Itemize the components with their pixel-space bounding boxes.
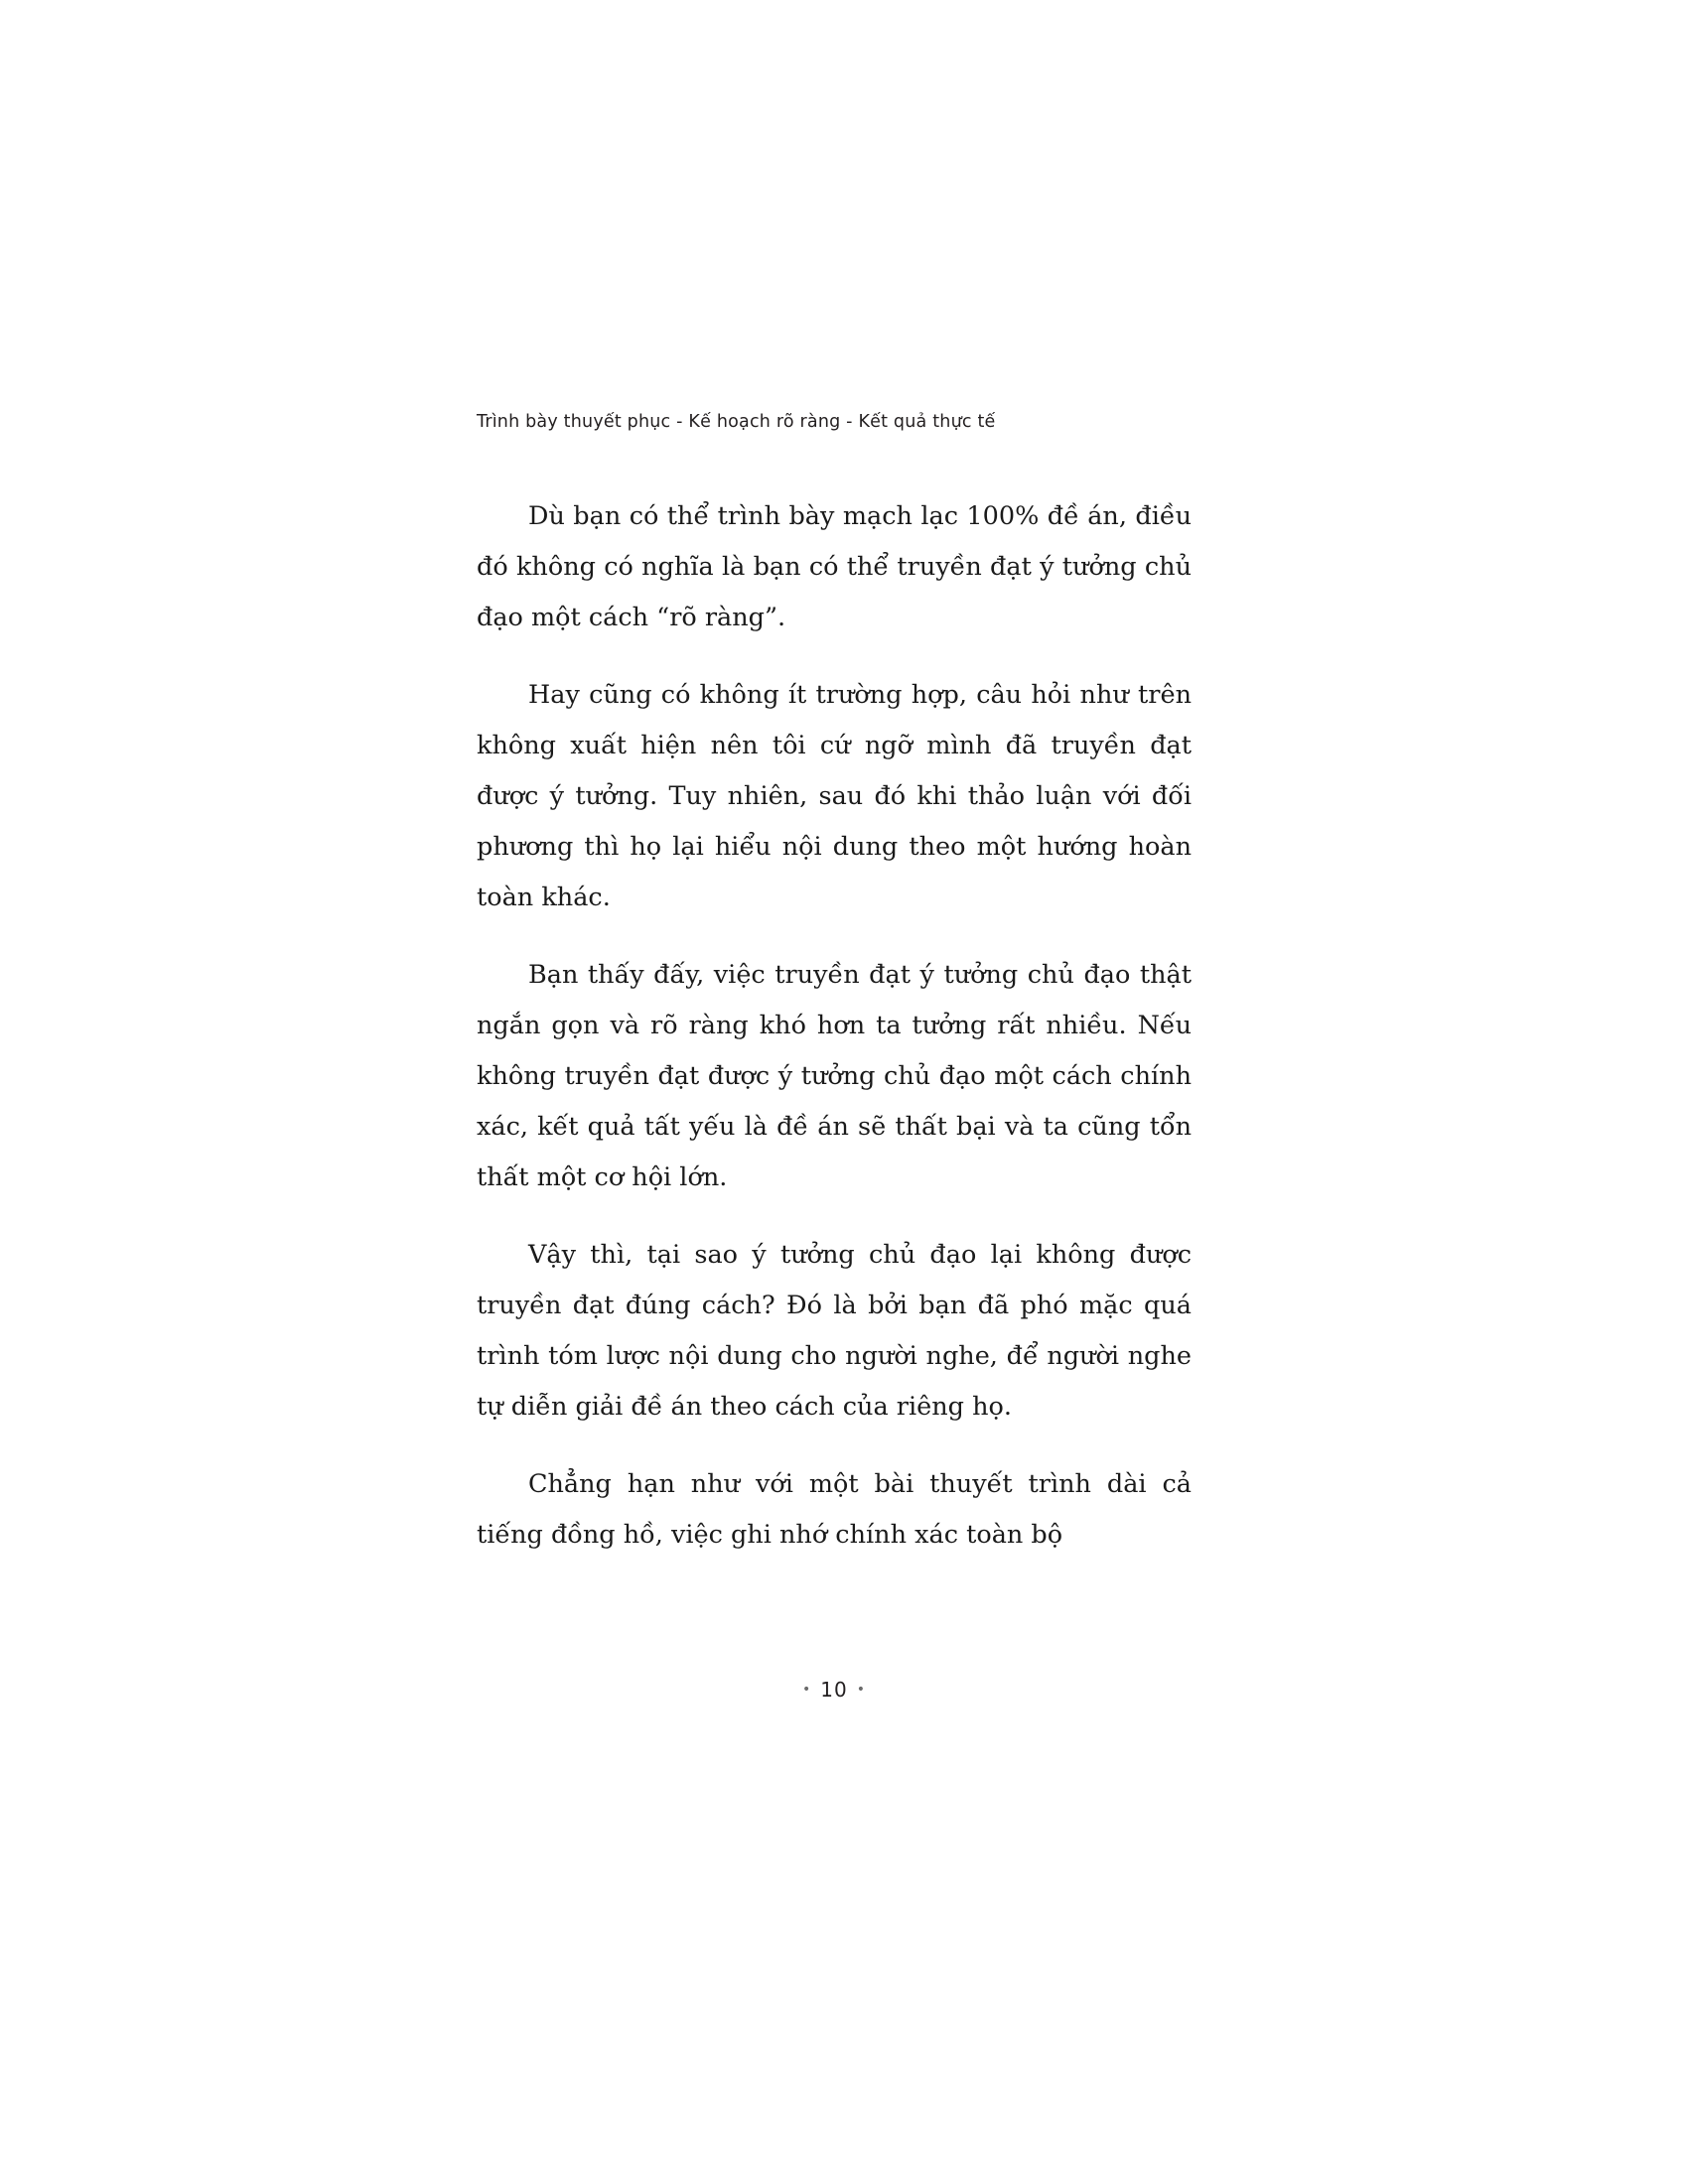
running-head: Trình bày thuyết phục - Kế hoạch rõ ràng - Kết quả thực tế — [477, 412, 996, 432]
page-text-block — [477, 412, 1192, 1561]
paragraph: Chẳng hạn như với một bài thuyết trình dài cả tiếng đồng hồ, việc ghi nhớ chính xác toàn bộ — [477, 1469, 1192, 1550]
paragraph: Dù bạn có thể trình bày mạch lạc 100% đề án, điều đó không có nghĩa là bạn có thể truyền đạt ý tưởng chủ đạo một cách “rõ ràng”. — [477, 501, 1192, 632]
paragraph: Bạn thấy đấy, việc truyền đạt ý tưởng chủ đạo thật ngắn gọn và rõ ràng khó hơn ta tưởng rất nhiều. Nếu không truyền đạt được ý tưởng chủ đạo một cách chính xác, kết quả tất yếu là đề án sẽ thất bại và ta cũng tổn thất một cơ hội lớn. — [477, 960, 1192, 1192]
folio-ornament-left-icon: • — [802, 1682, 812, 1698]
folio-ornament-right-icon: • — [856, 1682, 866, 1698]
page-number: 10 — [820, 1678, 848, 1702]
paragraph: Vậy thì, tại sao ý tưởng chủ đạo lại không được truyền đạt đúng cách? Đó là bởi bạn đã phó mặc quá trình tóm lược nội dung cho người nghe, để người nghe tự diễn giải đề án theo cách của riêng họ. — [477, 1240, 1192, 1422]
paragraph: Hay cũng có không ít trường hợp, câu hỏi như trên không xuất hiện nên tôi cứ ngỡ mình đã truyền đạt được ý tưởng. Tuy nhiên, sau đó khi thảo luận với đối phương thì họ lại hiểu nội dung theo một hướng hoàn toàn khác. — [477, 680, 1192, 912]
page-footer — [477, 1678, 1192, 1702]
